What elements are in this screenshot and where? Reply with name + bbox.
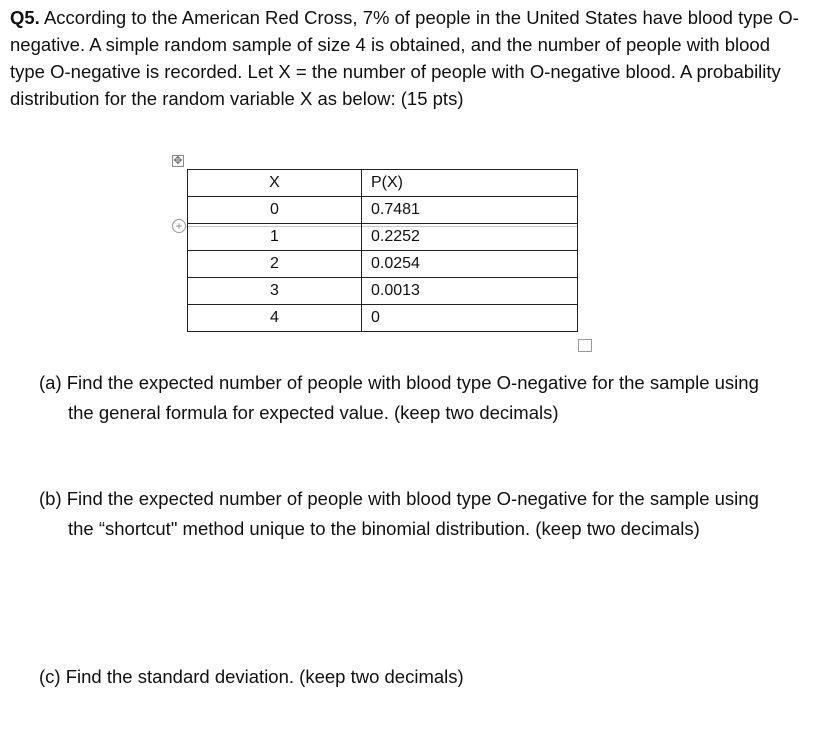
- cell-x: 4: [188, 305, 362, 332]
- plus-circle-icon[interactable]: +: [172, 219, 186, 233]
- table-row: [188, 251, 578, 278]
- cell-px: 0.7481: [362, 197, 578, 224]
- cell-x: 0: [188, 197, 362, 224]
- cell-x: 2: [188, 251, 362, 278]
- cell-px: 0: [362, 305, 578, 332]
- part-b-question: (b) Find the expected number of people with blood type O-negative for the sample using the “shortcut" method unique to the binomial distribution. (keep two decimals): [39, 488, 759, 539]
- table-row: [188, 305, 578, 332]
- part-a-question: (a) Find the expected number of people with blood type O-negative for the sample using the general formula for expected value. (keep two decimals): [39, 372, 759, 423]
- move-arrows-icon[interactable]: ✥: [173, 155, 183, 167]
- table-row: [188, 278, 578, 305]
- table-header-row: [188, 170, 578, 197]
- question-text: [10, 4, 806, 112]
- question-body: According to the American Red Cross, 7% of people in the United States have blood type O-negative. A simple random sample of size 4 is obtained, and the number of people with blood type O-negative is recorded. Let X = the number of people with O-negative blood. A probability distribution for the random variable X as below: (15 pts): [10, 7, 799, 109]
- probability-distribution-table: [187, 169, 578, 332]
- cell-x: 1: [188, 224, 362, 251]
- table-row: [188, 197, 578, 224]
- cell-px: 0.0254: [362, 251, 578, 278]
- question-number: Q5.: [10, 7, 40, 28]
- header-x: X: [188, 170, 362, 197]
- cell-px: 0.2252: [362, 224, 578, 251]
- cell-px: 0.0013: [362, 278, 578, 305]
- part-c-question: (c) Find the standard deviation. (keep two decimals): [39, 666, 464, 687]
- resize-square-icon[interactable]: [578, 339, 592, 352]
- table-row: [188, 224, 578, 251]
- header-px: P(X): [362, 170, 578, 197]
- cell-x: 3: [188, 278, 362, 305]
